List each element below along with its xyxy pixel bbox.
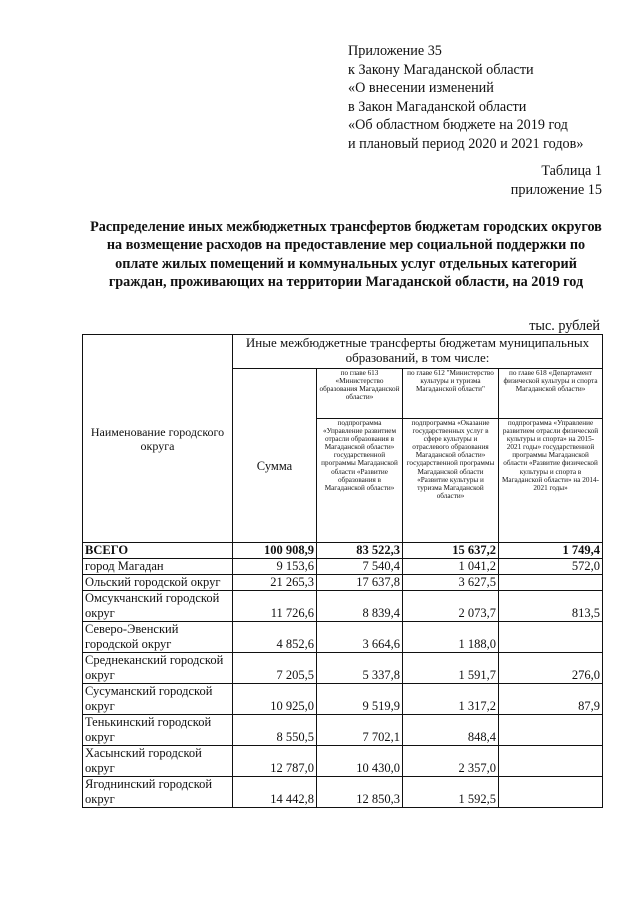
row-sum: 4 852,6 [233,622,317,653]
row-c3 [499,777,603,808]
row-c1: 3 664,6 [317,622,403,653]
table-row [83,715,603,746]
transfers-table [82,334,603,808]
appendix-header [348,42,583,154]
row-c1: 10 430,0 [317,746,403,777]
row-name: Омсукчанский городской округ [83,591,233,622]
row-c1: 12 850,3 [317,777,403,808]
row-name: Северо-Эвенский городской округ [83,622,233,653]
row-c1: 8 839,4 [317,591,403,622]
appendix-line: «Об областном бюджете на 2019 год [348,117,568,134]
row-c3: 87,9 [499,684,603,715]
appendix-line: в Закон Магаданской области [348,98,527,115]
row-c2: 848,4 [403,715,499,746]
row-c3: 1 749,4 [499,543,603,559]
header-program-sport: подпрограмма «Управление развитием отрасли физической культуры и спорта» на 2015-2021 годы» государственной программы Магаданской области «Развитие физической культуры и спорта в Магаданской области» на 2014-2021 годы» [499,419,603,543]
row-sum: 9 153,6 [233,559,317,575]
appendix-line: Приложение 35 [348,43,442,59]
row-c3 [499,622,603,653]
row-name: Среднеканский городской округ [83,653,233,684]
row-c2: 1 317,2 [403,684,499,715]
row-sum: 7 205,5 [233,653,317,684]
table-row [83,777,603,808]
table-row [83,653,603,684]
row-c2: 1 591,7 [403,653,499,684]
annex-number: приложение 15 [510,181,602,198]
row-name: Ягоднинский городской округ [83,777,233,808]
row-c1: 7 702,1 [317,715,403,746]
row-sum: 100 908,9 [233,543,317,559]
row-sum: 14 442,8 [233,777,317,808]
row-c3 [499,575,603,591]
row-sum: 12 787,0 [233,746,317,777]
row-c1: 5 337,8 [317,653,403,684]
row-c1: 83 522,3 [317,543,403,559]
document-title: Распределение иных межбюджетных трансфертов бюджетам городских округов на возмещение расходов на предоставление мер социальной поддержки по оплате жилых помещений и коммунальных услуг отдельных категорий граждан, проживающих на территории Магаданской области, на 2019 год [90,219,602,291]
row-c2: 1 592,5 [403,777,499,808]
row-c2: 1 188,0 [403,622,499,653]
table-row [83,559,603,575]
appendix-line: «О внесении изменений [348,80,494,97]
row-name: Хасынский городской округ [83,746,233,777]
row-c3: 276,0 [499,653,603,684]
header-transfers-group: Иные межбюджетные трансферты бюджетам муниципальных образований, в том числе: [233,335,603,369]
table-reference [511,162,602,199]
table-row [83,591,603,622]
table-row [83,622,603,653]
row-c2: 1 041,2 [403,559,499,575]
row-c3 [499,746,603,777]
header-district-name: Наименование городского округа [83,335,233,543]
header-chapter-613: по главе 613 «Министерство образования Магаданской области» [317,369,403,419]
header-program-culture: подпрограмма «Оказание государственных услуг в сфере культуры и отраслевого образования Магаданской области» государственной программы Магаданской области «Развитие культуры и туризма Магаданской области» [403,419,499,543]
appendix-line: и плановый период 2020 и 2021 годов» [348,135,584,152]
header-chapter-618: по главе 618 «Департамент физической культуры и спорта Магаданской области» [499,369,603,419]
row-c3: 813,5 [499,591,603,622]
row-c3: 572,0 [499,559,603,575]
row-sum: 10 925,0 [233,684,317,715]
row-sum: 21 265,3 [233,575,317,591]
header-program-education: подпрограмма «Управление развитием отрасли образования в Магаданской области» государственной программы Магаданской области «Развитие образования в Магаданской области» [317,419,403,543]
row-name: город Магадан [83,559,233,575]
row-name: ВСЕГО [83,543,233,559]
row-name: Тенькинский городской округ [83,715,233,746]
table-number: Таблица 1 [541,163,602,179]
row-c3 [499,715,603,746]
row-name: Сусуманский городской округ [83,684,233,715]
row-name: Ольский городской округ [83,575,233,591]
row-c2: 15 637,2 [403,543,499,559]
appendix-line: к Закону Магаданской области [348,61,534,78]
row-c2: 2 073,7 [403,591,499,622]
table-row [83,575,603,591]
row-c1: 9 519,9 [317,684,403,715]
table-row [83,684,603,715]
row-c2: 2 357,0 [403,746,499,777]
row-sum: 8 550,5 [233,715,317,746]
row-sum: 11 726,6 [233,591,317,622]
row-c2: 3 627,5 [403,575,499,591]
row-c1: 7 540,4 [317,559,403,575]
row-c1: 17 637,8 [317,575,403,591]
units-label: тыс. рублей [529,318,600,334]
header-sum: Сумма [233,369,317,543]
table-row [83,746,603,777]
header-chapter-612: по главе 612 "Министерство культуры и туризма Магаданской области" [403,369,499,419]
table-row-total [83,543,603,559]
